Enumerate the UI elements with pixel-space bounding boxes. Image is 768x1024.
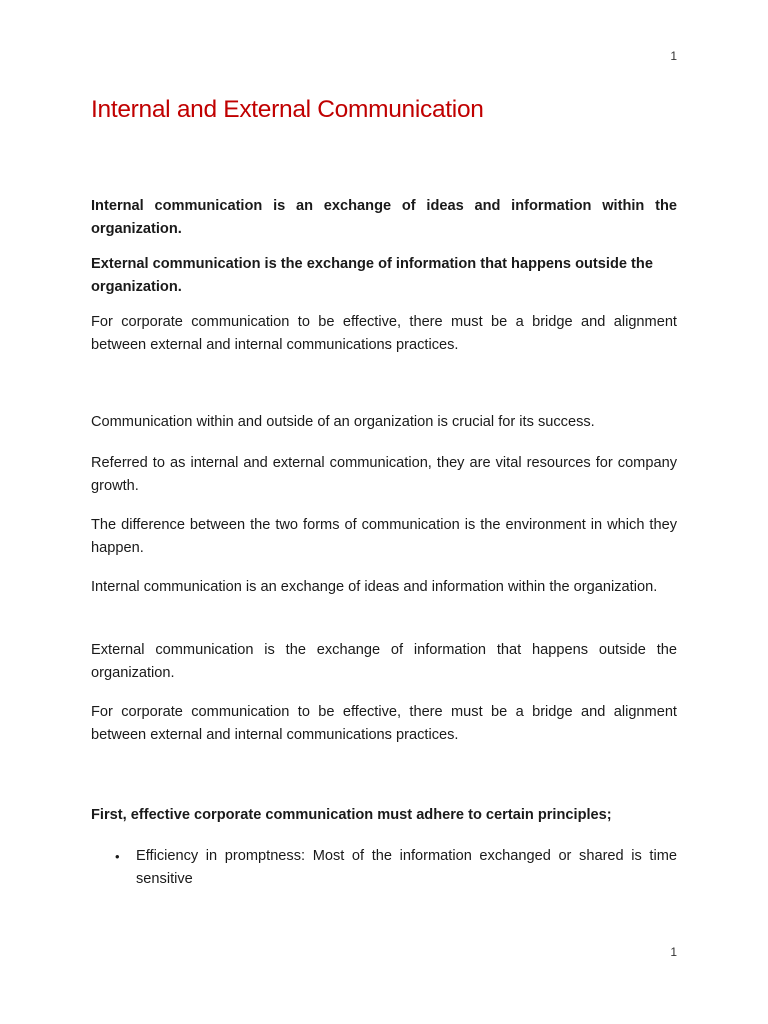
paragraph: For corporate communication to be effective, there must be a bridge and alignment between external and internal communications practices. xyxy=(91,704,677,743)
page-number-bottom: 1 xyxy=(670,945,677,959)
list-item xyxy=(91,845,677,891)
paragraph: Referred to as internal and external communication, they are vital resources for company growth. xyxy=(91,455,677,494)
paragraph: The difference between the two forms of communication is the environment in which they happen. xyxy=(91,517,677,556)
external-definition-bold: External communication is the exchange of information that happens outside the organization. xyxy=(91,256,653,295)
bullet-icon: • xyxy=(115,849,120,864)
document-title: Internal and External Communication xyxy=(91,96,484,123)
paragraph: Internal communication is an exchange of ideas and information within the organization. xyxy=(91,579,658,595)
paragraph: Communication within and outside of an organization is crucial for its success. xyxy=(91,414,595,430)
principles-list xyxy=(91,845,677,891)
paragraph: External communication is the exchange of information that happens outside the organization. xyxy=(91,642,677,681)
principles-heading: First, effective corporate communication must adhere to certain principles; xyxy=(91,807,612,823)
list-item-text: Efficiency in promptness: Most of the information exchanged or shared is time sensitive xyxy=(136,848,677,887)
paragraph: For corporate communication to be effective, there must be a bridge and alignment between external and internal communications practices. xyxy=(91,314,677,353)
internal-definition-bold: Internal communication is an exchange of ideas and information within the organization. xyxy=(91,198,677,237)
page-number-top: 1 xyxy=(670,49,677,63)
